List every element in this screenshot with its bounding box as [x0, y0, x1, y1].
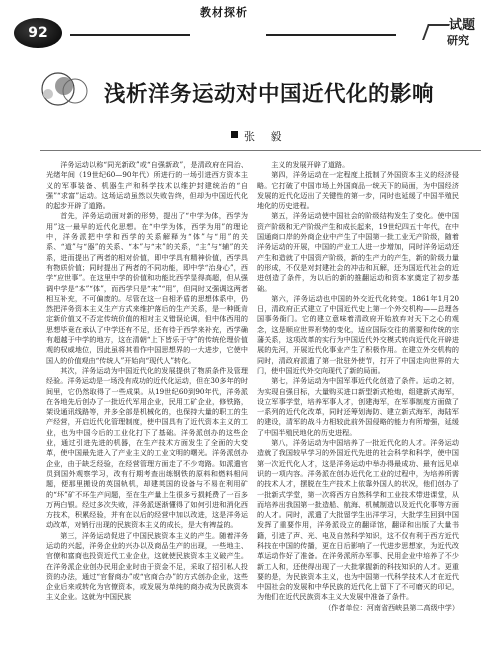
paragraph: 主义的发展开辟了道路。: [271, 160, 350, 169]
author-credit: （作者单位：河南省西峡县第二高级中学）: [324, 602, 459, 612]
paragraph: 第五，洋务运动使中国社会的阶级结构发生了变化。使中国资产阶级和无产阶级产生和成长起来，19世纪四五十年代，在中国通商口岸的外商企业中产生了中国第一批工业无产阶级，随着洋务运动的开展，中国的产业工人进一步增加，同时洋务运动还产生和造就了中国资产阶级，新的生产力的产生，新的阶级力量的形成，不仅是对封建社会的冲击和瓦解，还为国近代社会的近进创造了条件，为以后的新的推翻运动和资本家奠定了初步基础。: [257, 211, 459, 293]
paragraph: 第三，洋务运动促进了中国民族资本主义的产生。随着洋务运动的兴起，洋务企业的兴办以及商品生产的出现，一些地主、官僚和富商也投资近代工业企业，这就使民族资本主义破产生。在洋务派企业创办民用企业时由于资金不足，采取了招引私人投资的办法，通过“官督商办”或“官商合办”的方式创办企业，这些企业后来或转化为官僚资本，或发展为单纯的商办成为民族资本主义企业。这就为中国民族: [46, 530, 248, 602]
column-label-1: 试题: [448, 18, 475, 33]
column-label-2: 研究: [447, 34, 469, 47]
paragraph: 第八，洋务运动为中国培养了一批近代化的人才。洋务运动造就了我国较早学习的外国近代先进的社会科学和科学，使中国第一次近代化人才，这是洋务运动中举办得最成功、最有远见卓识的一项内容。洋务派在创办近代化工业的过程中，为培养所需的技术人才，摆脱在生产技术上依靠外国人的状况，他们创办了一批新式学堂，第一次将西方自然科学和工业技术带进课堂，从而培养出我国第一批造船、航海、机械制造以及近代化事等方面的人才。同时，派遣了大批留学生出洋学习，大批学生回到中国发挥了重要作用，洋务派设立的翻译馆，翻译和出版了大量书籍，引进了声、光、电及自然科学知识，这不仅有利于西方近代科技在中国的传播，更在日后影响了一代进步思想家，为近代改革运动作好了准备。在洋务派所办军事、民用企业中培养了不少新工人和，还使得出现了一大批掌握新的科技知识的人才。更重要的是，为民族资本主义，也为中国第一代科学技术人才在近代中国社会的发展和中华民族的近代化上留下了不可磨灭的印记，为他们在近代民族资本主义大发展中准备了条件。: [257, 438, 459, 602]
author-bullet-icon: [231, 131, 238, 138]
page-number-badge: [14, 18, 62, 48]
paragraph: 第四，洋务运动在一定程度上抵制了外国资本主义的经济侵略。它打破了中国市场上外国商品一统天下的局面，为中国经济发展的近代化迈出了关键性的第一步，同时也延缓了中国半殖民地化的历史进程。: [257, 170, 459, 211]
title-divider: [40, 150, 481, 151]
author-name: 张 毅: [244, 130, 288, 143]
article-column-right: [257, 160, 459, 648]
article-column-left: [46, 160, 248, 648]
title-decoration-icon: [34, 70, 98, 108]
header-rule-left: [70, 34, 190, 36]
paragraph: 洋务运动以称“同光新政”或“自强新政”，是清政府在同治、光绪年间（19世纪60—90年代）所进行的一场引进西方资本主义的军事装备、机器生产和科学技术以维护封建统治的“自强”“求富”运动。这场运动虽然以失败告终，但却为中国近代化的起步开辟了道路。: [46, 160, 248, 211]
paragraph: 首先，洋务运动面对新的形势，提出了“中学为体，西学为用”这一最早的近代化思想。在“中学为体，西学为用”的理论中，洋务派把中学和西学的关系解释为“体”与“用”的关系、“道”与“器”的关系、“本”与“末”的关系，“主”与“辅”的关系，进而提出了两者的相对价值，即中学具有精神价值，西学具有物质价值；同时提出了两者的不同功能，即中学“治身心”，西学“应世事”。在这里中学的价值和功能比西学显得高超，但从强调中学是“本”“体”，而西学只是“末”“用”，但同时又强调这两者相互补充，不可偏废的。尽管在这一自相矛盾的思想体系中，仍然把洋务资本主义生产方式来维护落后的生产关系，是一种既肯定新价值又不否定传统价值的相对主义错误论调，但中体西用的思想毕竟在承认了中学还有不足，还有待于西学来补充，西学确有超越于中学的地方，这在清朝“上下皆乐于守”的传统伦理价值观的权威地位，因此虽将其看作中国思想界的一大进步，它使中国人的价值观由“传统人”开始向“现代人”转化。: [46, 211, 248, 365]
journal-name: 教材探析: [200, 6, 248, 19]
page-number: 92: [28, 25, 48, 41]
article-title: 浅析洋务运动对中国近代化的影响: [104, 82, 435, 107]
column-logo: [415, 14, 475, 54]
paragraph: 其次，洋务运动为中国近代化的发展提供了物质条件及管理经验。洋务运动是一场没有成功的近代化运动，但在30多年的时间里，它仍然取得了一些成果。从19世纪60到90年代，洋务派在各地先后创办了一批近代军用企业，民用工矿企业，修铁路，架设通讯线路等，并多全部是机械化的，也保持大量的职工的生产经营，开启近代化管理制度，使中国具有了近代资本主义的工业，也为中国今后的工业化打下了基础。洋务派创办的这些企业，通过引进先进的机器，在生产技术方面发生了全面的大变革，使中国最先进入了产业主义的工业文明的曙光。洋务派创办企业，由于缺乏经验，在经营管理方面走了不少弯路。如派遣官员到国外观察学习，改有行期考查出练钢铁的原料和燃料相问题，便那里搬设的英国轨机，却建英国的设备与不易在利用矿的“坏”矿不坏生产问题，至在生产量上生很多亏损耗费了一百多万两白银。经过多次失败，洋务派逐渐懂得了如何引进和消化西方技术，积累经验，并有在以后的经营中加以改进，这是洋务运动改革，对销行出现的民族资本主义的成长，是大有裨益的。: [46, 365, 248, 530]
column-logo-slash-icon: [422, 24, 450, 40]
paragraph: 第六，洋务运动也中国的外交近代化转变。1861年1月20日，清政府正式建立了中国近代史上第一个外交机构——总理各国事务衙门。它的建立意味着清政府开始放弃对天下之心的观念，这是顺应世界形势的变化，适应国际交往的需要和传统的宗藩关系，这项改革的实行为中国近代外交模式转向近代化开辟进展的先河，开展近代化事业产生了积极作用。在建立外交机构的同时，清政府派遣了第一批驻外使节，打开了中国走向世界的大门，使中国近代外交向现代了新的局面。: [257, 293, 459, 375]
paragraph: 第七，洋务运动为中国军事近代化创造了条件。运动之初，为实现自强目标，大量购买进口新型新式枪炮，组建新式海军，设立军事学堂，培养军事人才，创建海军，在军事制度方面做了一系列的近代化改革，同时还筹划海防、建立新式海军，海陆军的建设，清军的战斗力相较此前外国侵略的能力有所增强，延缓了中国半殖民地化的历史进程。: [257, 376, 459, 437]
header-rule-right: [266, 34, 396, 36]
